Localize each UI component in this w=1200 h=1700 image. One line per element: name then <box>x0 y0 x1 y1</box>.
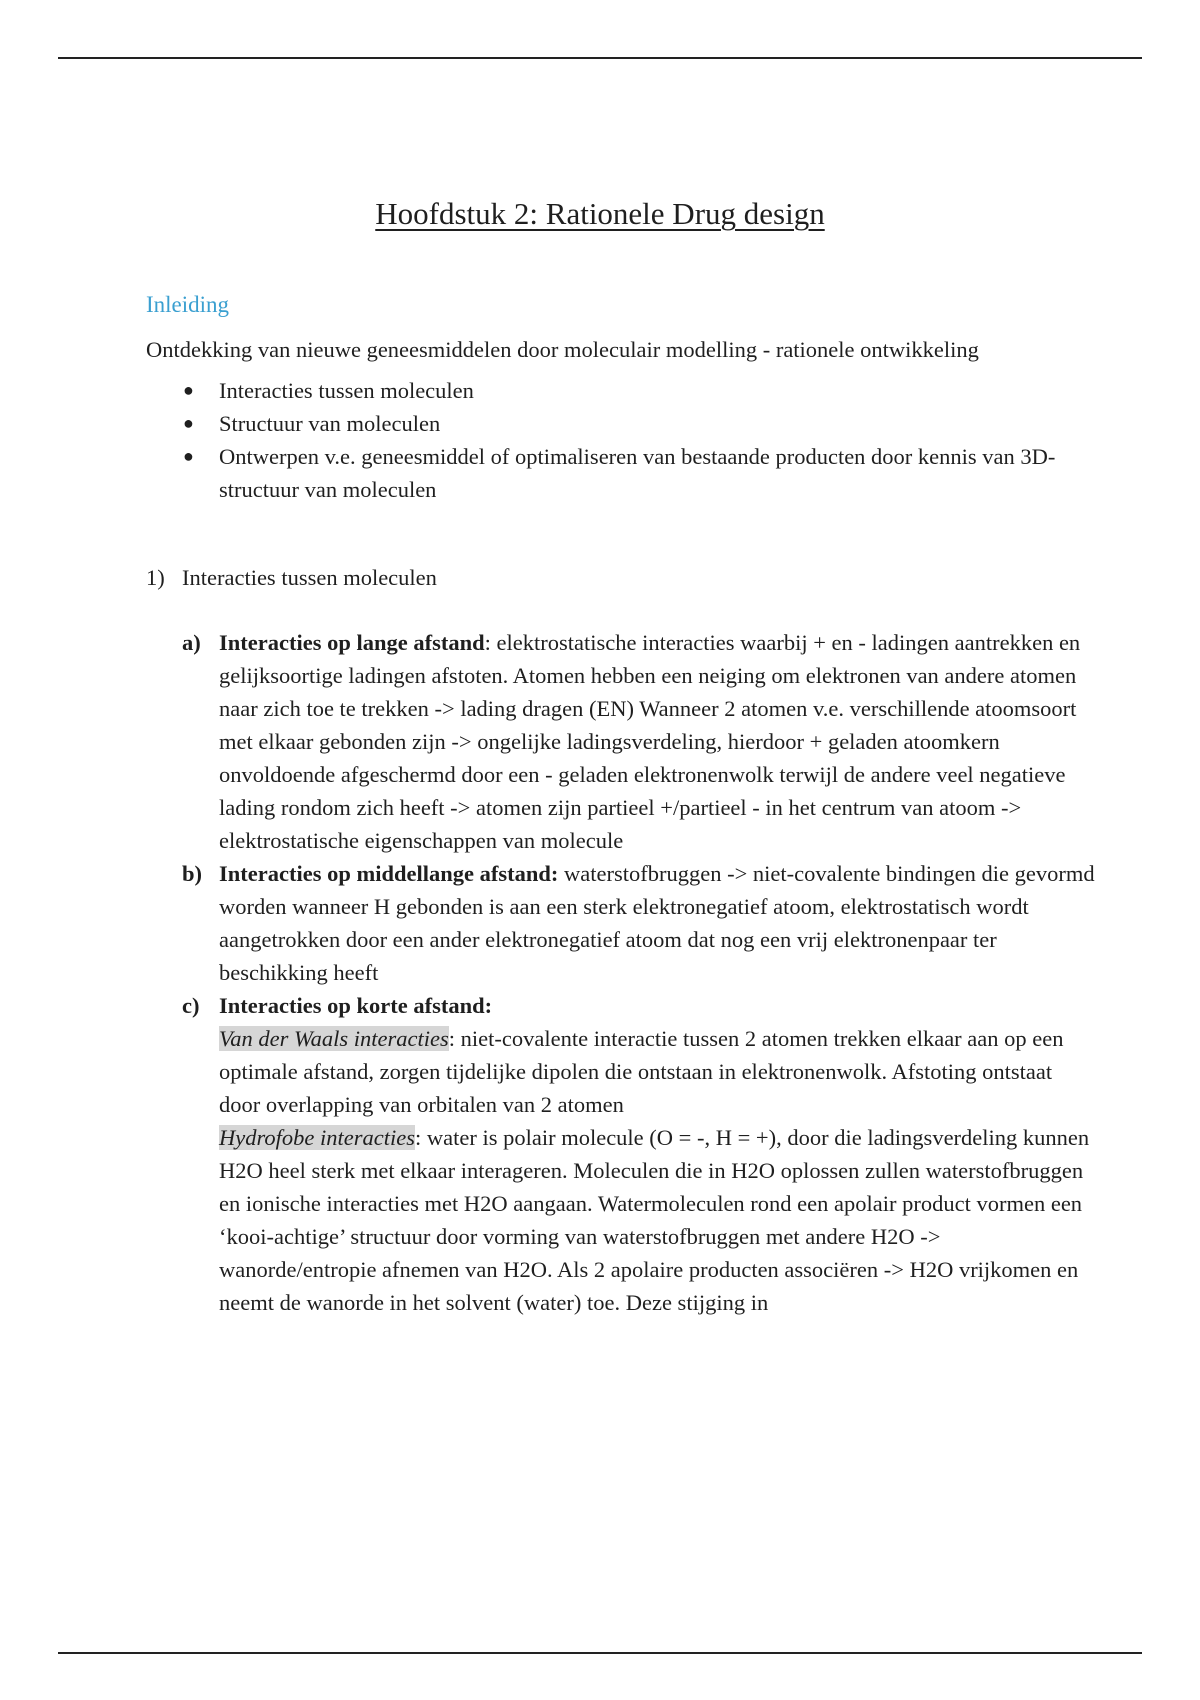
item-letter: a) <box>182 630 201 655</box>
bullet-icon: ● <box>183 446 194 466</box>
bullet-text: Structuur van moleculen <box>219 411 441 436</box>
vdw-text: : niet-covalente interactie tussen 2 atomen trekken elkaar aan op een optimale afstand, zorgen tijdelijke dipolen die ontstaan in elektronenwolk. Afstoting ontstaat door overlapping van orbitalen van 2 atomen <box>219 1026 1064 1117</box>
item-label: Interacties op middellange afstand: <box>219 861 559 886</box>
item-letter: c) <box>182 993 200 1018</box>
interaction-list <box>146 626 1096 1319</box>
page-title-text: Hoofdstuk 2: Rationele Drug design <box>375 196 825 231</box>
hydrophobic-term: Hydrofobe interacties <box>219 1125 415 1150</box>
list-item-b <box>146 857 1096 989</box>
list-item <box>146 440 1096 506</box>
bullet-icon: ● <box>183 380 194 400</box>
item-text: : elektrostatische interacties waarbij + en - ladingen aantrekken en gelijksoortige ladingen afstoten. Atomen hebben een neiging om elektronen van andere atomen naar zich toe te trekken -> lading dragen (EN) Wanneer 2 atomen v.e. verschillende atoomsoort met elkaar gebonden zijn -> ongelijke ladingsverdeling, hierdoor + geladen atoomkern onvoldoende afgeschermd door een - geladen elektronenwolk terwijl de andere veel negatieve lading rondom zich heeft -> atomen zijn partieel +/partieel - in het centrum van atoom -> elektrostatische eigenschappen van molecule <box>219 630 1081 853</box>
item-label: Interacties op korte afstand: <box>219 993 493 1018</box>
hydrophobic-text: : water is polair molecule (O = -, H = +), door die ladingsverdeling kunnen H2O heel sterk met elkaar interageren. Moleculen die in H2O oplossen zullen waterstofbruggen en ionische interacties met H2O aangaan. Watermoleculen rond een apolair product vormen een ‘kooi-achtige’ structuur door vorming van waterstofbruggen met andere H2O -> wanorde/entropie afnemen van H2O. Als 2 apolaire producten associëren -> H2O vrijkomen en neemt de wanorde in het solvent (water) toe. Deze stijging in <box>219 1125 1090 1315</box>
list-item-c <box>146 989 1096 1319</box>
bullet-icon: ● <box>183 413 194 433</box>
section-number: 1) <box>146 565 165 590</box>
intro-text: Ontdekking van nieuwe geneesmiddelen door moleculair modelling - rationele ontwikkeling <box>146 337 979 362</box>
bottom-rule <box>58 1652 1142 1654</box>
document-body <box>146 288 1096 1319</box>
section-title: Interacties tussen moleculen <box>182 565 437 590</box>
vdw-paragraph <box>219 1022 1096 1121</box>
page-title <box>0 194 1200 234</box>
top-rule <box>58 57 1142 59</box>
item-letter: b) <box>182 861 203 886</box>
bullet-text: Interacties tussen moleculen <box>219 378 474 403</box>
hydrophobic-paragraph <box>219 1121 1096 1319</box>
section-heading <box>146 561 1096 594</box>
vdw-term: Van der Waals interacties <box>219 1026 449 1051</box>
list-item <box>146 374 1096 407</box>
item-text: waterstofbruggen -> niet-covalente bindingen die gevormd worden wanneer H gebonden is aan een sterk elektronegatief atoom, elektrostatisch wordt aangetrokken door een ander elektronegatief atoom dat nog een vrij elektronenpaar ter beschikking heeft <box>219 861 1095 985</box>
intro-bullet-list <box>146 374 1096 506</box>
list-item <box>146 407 1096 440</box>
list-item-a <box>146 626 1096 857</box>
bullet-text: Ontwerpen v.e. geneesmiddel of optimaliseren van bestaande producten door kennis van 3D-structuur van moleculen <box>219 444 1056 502</box>
intro-heading: Inleiding <box>146 292 230 317</box>
item-label: Interacties op lange afstand <box>219 630 485 655</box>
